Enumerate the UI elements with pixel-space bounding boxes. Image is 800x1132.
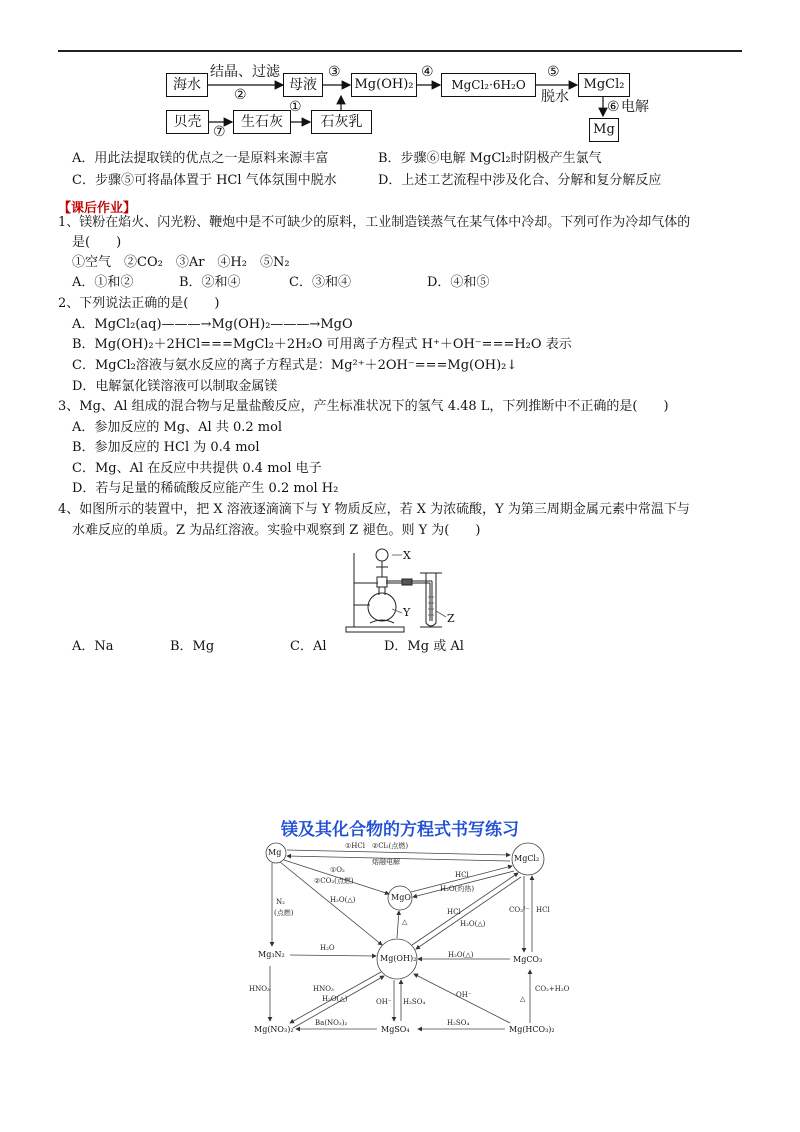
edge-mg-mgoh2: H₂O(△) <box>330 896 356 904</box>
pre-option-c: C．步骤⑤可将晶体置于 HCl 气体氛围中脱水 <box>72 173 337 188</box>
pre-option-d: D．上述工艺流程中涉及化合、分解和复分解反应 <box>378 173 662 188</box>
q1-stem-line2: 是( ) <box>72 235 122 250</box>
edge-mgoh2-mgcl2: HCl <box>447 908 461 916</box>
node-mg: Mg <box>268 848 282 857</box>
edge-mghco3-delta: △ <box>520 995 526 1003</box>
edge-mgo-mgcl2: HCl <box>455 871 469 879</box>
edge-mgso4-mgno3: Ba(NO₃)₂ <box>315 1019 348 1027</box>
diagram-lines <box>0 838 800 1038</box>
edge-mgcl2-mg: 熔融电解 <box>372 858 400 866</box>
pre-option-a: A．用此法提取镁的优点之一是原料来源丰富 <box>72 151 329 166</box>
q4-stem-line2: 水难反应的单质。Z 为品红溶液。实验中观察到 Z 褪色。则 Y 为( ) <box>72 523 481 538</box>
edge-mgoh2-mgso4-oh: OH⁻ <box>376 998 392 1006</box>
edge-mgcl2-mgo: H₂O(灼热) <box>440 885 475 893</box>
edge-mgcl2-mgco3: CO₃²⁻ <box>509 906 530 914</box>
edge-mghco3-mgoh2: OH⁻ <box>456 991 472 999</box>
q4-stem-line1: 4、如图所示的装置中，把 X 溶液逐滴滴下与 Y 物质反应，若 X 为浓硫酸，Y 为第三周期金属元素中常温下与 <box>58 502 690 517</box>
q1-stem-line1: 1、镁粉在焰火、闪光粉、鞭炮中是不可缺少的原料，工业制造镁蒸气在某气体中冷却。下列可作为冷却气体的 <box>58 215 691 230</box>
edge-mg-mgo-1: ①O₂ <box>330 866 345 874</box>
q1-option-a: A．①和② <box>72 275 134 290</box>
q1-items: ①空气 ②CO₂ ③Ar ④H₂ ⑤N₂ <box>72 255 290 270</box>
label-step5: ⑤ <box>547 64 560 80</box>
node-mgcl2: MgCl₂ <box>514 854 540 863</box>
label-dehydrate: 脱水 <box>541 89 569 105</box>
edge-mgco3-mgcl2: HCl <box>536 906 550 914</box>
box-mgcl2: MgCl₂ <box>578 73 630 97</box>
edge-mg-mgcl2: ①HCl ②Cl₂(点燃) <box>345 842 409 850</box>
node-mghco3: Mg(HCO₃)₂ <box>509 1025 555 1034</box>
edge-mgco3-mgoh2: H₂O(△) <box>448 951 474 959</box>
q1-option-d: D．④和⑤ <box>427 275 490 290</box>
q2-option-a: A．MgCl₂(aq)———→Mg(OH)₂———→MgO <box>72 317 353 332</box>
edge-mg-mg3n2-cond: (点燃) <box>274 909 294 917</box>
edge-mgoh2-mgno3-1: HNO₃ <box>313 985 334 993</box>
q2-option-c: C．MgCl₂溶液与氨水反应的离子方程式是：Mg²⁺＋2OH⁻===Mg(OH)₂↓ <box>72 358 518 373</box>
edge-mghco3-mgco3: CO₂+H₂O <box>535 985 570 993</box>
section-header: 【课后作业】 <box>58 201 137 216</box>
label-step7: ⑦ <box>213 124 226 140</box>
q1-option-b: B．②和④ <box>179 275 241 290</box>
diagram-title: 镁及其化合物的方程式书写练习 <box>281 820 519 840</box>
label-crystal-filter: 结晶、过滤 <box>210 64 280 80</box>
q2-stem: 2、下列说法正确的是( ) <box>58 296 220 311</box>
edge-mgoh2-mgso4-h2so4: H₂SO₄ <box>403 998 426 1006</box>
box-quicklime: 生石灰 <box>233 110 291 134</box>
label-step3: ③ <box>328 64 341 80</box>
apparatus-label-x: X <box>403 549 411 562</box>
node-mgso4: MgSO₄ <box>381 1025 410 1034</box>
box-mg: Mg <box>589 118 619 142</box>
node-mg3n2: Mg₃N₂ <box>258 950 285 959</box>
q3-stem: 3、Mg、Al 组成的混合物与足量盐酸反应，产生标准状况下的氢气 4.48 L，下列推断中不正确的是( ) <box>58 399 669 414</box>
label-electrolysis: 电解 <box>621 99 649 115</box>
node-mgo: MgO <box>391 893 411 902</box>
q3-option-a: A．参加反应的 Mg、Al 共 0.2 mol <box>72 420 283 435</box>
q4-option-a: A．Na <box>72 639 114 654</box>
label-step1: ① <box>289 99 302 115</box>
box-mgoh2: Mg(OH)₂ <box>351 73 417 97</box>
apparatus-label-z: Z <box>447 612 455 625</box>
edge-mghco3-mgso4: H₂SO₄ <box>447 1019 470 1027</box>
edge-mgoh2-mgno3-2: H₂O(△) <box>322 995 348 1003</box>
q1-option-c: C．③和④ <box>289 275 351 290</box>
q2-option-b: B．Mg(OH)₂＋2HCl===MgCl₂＋2H₂O 可用离子方程式 H⁺＋OH⁻===H₂O 表示 <box>72 337 572 352</box>
q4-option-b: B．Mg <box>170 639 215 654</box>
label-step4: ④ <box>421 64 434 80</box>
box-mother-liquor: 母液 <box>283 73 323 97</box>
edge-mgoh2-mgo: △ <box>402 918 408 926</box>
label-step2: ② <box>234 87 247 103</box>
box-limemilk: 石灰乳 <box>311 110 372 134</box>
box-mgcl2-hydrate: MgCl₂·6H₂O <box>441 73 536 97</box>
pre-option-b: B．步骤⑥电解 MgCl₂时阴极产生氯气 <box>378 151 602 166</box>
apparatus-label-y: Y <box>403 606 411 619</box>
edge-mg-mgo-2: ②CO₂(点燃) <box>314 877 354 885</box>
node-mgoh2: Mg(OH)₂ <box>380 954 417 963</box>
edge-mg3n2-mgno3: HNO₃ <box>249 985 270 993</box>
edge-mgcl2-mgoh2: H₂O(△) <box>460 920 486 928</box>
q3-option-c: C．Mg、Al 在反应中共提供 0.4 mol 电子 <box>72 461 322 476</box>
edge-mg-mg3n2: N₂ <box>276 898 285 906</box>
q3-option-b: B．参加反应的 HCl 为 0.4 mol <box>72 440 260 455</box>
node-mgco3: MgCO₃ <box>513 955 543 964</box>
q2-option-d: D．电解氯化镁溶液可以制取金属镁 <box>72 379 278 394</box>
box-shell: 贝壳 <box>166 110 209 134</box>
box-seawater: 海水 <box>166 73 208 97</box>
label-step6: ⑥ <box>607 99 620 115</box>
q4-option-c: C．Al <box>290 639 327 654</box>
node-mgno3: Mg(NO₃)₂ <box>254 1025 294 1034</box>
q4-option-d: D．Mg 或 Al <box>384 639 464 654</box>
edge-mg3n2-mgoh2: H₂O <box>320 944 335 952</box>
q3-option-d: D．若与足量的稀硫酸反应能产生 0.2 mol H₂ <box>72 481 339 496</box>
